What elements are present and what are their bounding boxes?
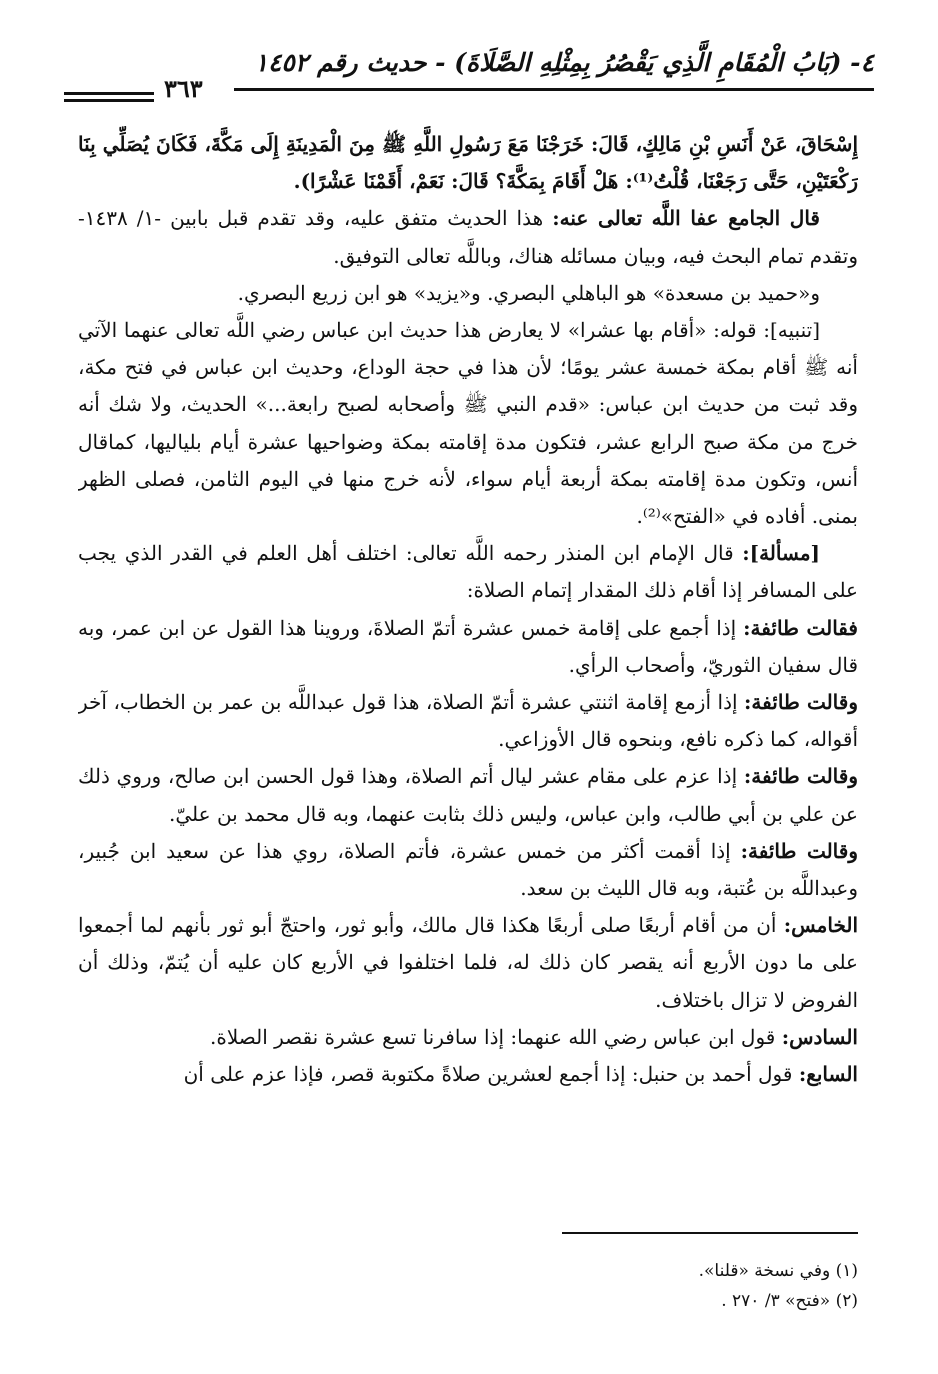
page-header xyxy=(64,40,874,110)
paragraph-lead: وقالت طائفة: xyxy=(743,764,858,789)
paragraph xyxy=(78,535,858,609)
paragraph xyxy=(78,200,858,274)
main-text xyxy=(78,126,858,1226)
footnote-separator xyxy=(562,1232,858,1234)
paragraph-text: إذا أزمع إقامة اثنتي عشرة أتمّ الصلاة، هذا قول عبداللَّه بن عمر بن الخطاب، آخر أقواله، كما ذكره نافع، وبنحوه قال الأوزاعي. xyxy=(78,690,858,752)
paragraph-lead: قال الجامع عفا اللَّه تعالى عنه: xyxy=(552,206,820,231)
header-double-rule xyxy=(64,92,154,102)
paragraph-lead: وقالت طائفة: xyxy=(740,838,858,863)
paragraph-text: قال الإمام ابن المنذر رحمه اللَّه تعالى: اختلف أهل العلم في القدر الذي يجب على المسافر إذا أقام ذلك المقدار إتمام الصلاة: xyxy=(78,541,858,603)
paragraph-lead: فقالت طائفة: xyxy=(743,615,858,640)
chapter-title: ٤- (بَابُ الْمُقَامِ الَّذِي يَقْصُرُ بِمِثْلِهِ الصَّلَاةَ) - حديث رقم ١٤٥٢ xyxy=(254,48,874,77)
paragraph xyxy=(78,684,858,758)
paragraph-text: إذا أجمع على إقامة خمس عشرة أتمّ الصلاةَ، وروينا هذا القول عن ابن عمر، وبه قال سفيان الثوريّ، وأصحاب الرأي. xyxy=(78,615,858,677)
paragraph: [تنبيه]: قوله: «أقام بها عشرا» لا يعارض هذا حديث ابن عباس رضي اللَّه تعالى عنهما الآتي أنه ﷺ أقام بمكة خمسة عشر يومًا؛ لأن هذا في حجة الوداع، وحديث ابن عباس في فتح مكة، وقد ثبت من حديث ابن عباس: «قدم النبي ﷺ وأصحابه لصبح رابعة...» الحديث، ولا شك أنه خرج من مكة صبح الرابع عشر، فتكون مدة إقامته بمكة وضواحيها عشرة أيام بلياليها، كماقال أنس، وتكون مدة إقامته بمكة أربعة أيام سواء، لأنه خرج منها في اليوم الثامن، فصلى الظهر بمنى. أفاده في «الفتح»⁽²⁾. xyxy=(78,318,858,529)
paragraph xyxy=(78,907,858,1019)
paragraph-lead: الخامس: xyxy=(783,913,858,938)
paragraph: و«حميد بن مسعدة» هو الباهلي البصري. و«يزيد» هو ابن زريع البصري. xyxy=(237,280,820,305)
paragraph-text: إذا عزم على مقام عشر ليال أتم الصلاة، وهذا قول الحسن ابن صالح، وروي ذلك عن علي بن أبي طالب، وابن عباس، وليس ذلك بثابت عنهما، وبه قال محمد بن عليّ. xyxy=(78,764,858,826)
paragraph xyxy=(78,1056,858,1093)
header-rule xyxy=(234,88,874,91)
footnote-1: (١) وفي نسخة «قلنا». xyxy=(698,1261,858,1281)
page-number: ٣٦٣ xyxy=(164,74,203,103)
paragraph-text: هذا الحديث متفق عليه، وقد تقدم قبل بابين -١/ ١٤٣٨- وتقدم تمام البحث فيه، وبيان مسائله هناك، وباللَّه تعالى التوفيق. xyxy=(78,206,858,268)
paragraph-lead: السابع: xyxy=(798,1062,858,1087)
paragraph xyxy=(78,758,858,832)
paragraph-lead: [مسألة]: xyxy=(742,541,820,566)
footnotes xyxy=(470,1256,858,1316)
hadith-text: إِسْحَاقَ، عَنْ أَنَسِ بْنِ مَالِكٍ، قَالَ: خَرَجْنَا مَعَ رَسُولِ اللَّهِ ﷺ مِنَ الْمَدِينَةِ إِلَى مَكَّةَ، فَكَانَ يُصَلِّي بِنَا رَكْعَتَيْنِ، حَتَّى رَجَعْنَا، قُلْتُ⁽¹⁾: هَلْ أَقَامَ بِمَكَّةَ؟ قَالَ: نَعَمْ، أَقَمْنَا عَشْرًا). xyxy=(78,132,858,194)
footnote-2: (٢) «فتح» ٣/ ٢٧٠ . xyxy=(721,1291,858,1311)
paragraph xyxy=(78,610,858,684)
paragraph-text: إذا أقمت أكثر من خمس عشرة، فأتم الصلاة، روي هذا عن سعيد ابن جُبير، وعبداللَّه بن عُتبة، وبه قال الليث بن سعد. xyxy=(78,838,858,901)
paragraph xyxy=(78,833,858,907)
paragraph-text: أن من أقام أربعًا صلى أربعًا هكذا قال مالك، وأبو ثور، واحتجّ أبو ثور بأنهم لما أجمعوا على ما دون الأربع أنه يقصر كان ذلك له، فلما اختلفوا في الأربع كان عليه أن يُتمّ، وذلك أن الفروض لا تزال باختلاف. xyxy=(78,913,858,1012)
paragraph-lead: وقالت طائفة: xyxy=(744,690,858,715)
paragraph-text: قول أحمد بن حنبل: إذا أجمع لعشرين صلاةً مكتوبة قصر، فإذا عزم على أن xyxy=(183,1062,799,1087)
paragraph-text: قول ابن عباس رضي الله عنهما: إذا سافرنا تسع عشرة نقصر الصلاة. xyxy=(209,1024,782,1049)
paragraph xyxy=(78,1019,858,1056)
paragraph-lead: السادس: xyxy=(781,1024,858,1049)
